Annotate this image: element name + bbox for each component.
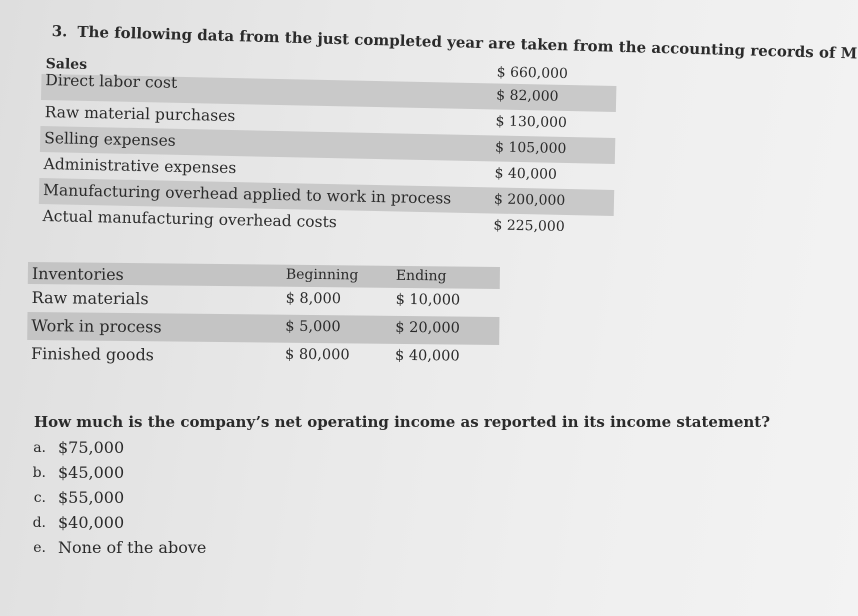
cost-label: Raw material purchases [44, 103, 236, 126]
inventories-table [27, 262, 500, 373]
option-text: $75,000 [58, 438, 125, 457]
option-letter: c. [33, 490, 46, 506]
question-number: 3. [51, 22, 68, 41]
column-header: Beginning [285, 266, 359, 284]
cost-value: $ 660,000 [496, 64, 569, 83]
option-letter: a. [33, 440, 46, 456]
cost-label: Administrative expenses [43, 155, 237, 178]
option-letter: e. [33, 540, 46, 556]
inventory-name: Raw materials [31, 288, 149, 309]
cost-value: $ 200,000 [493, 191, 566, 209]
cost-label: Direct labor cost [45, 71, 178, 92]
inventory-ending: $ 40,000 [394, 347, 460, 365]
cost-label: Manufacturing overhead applied to work in process [42, 181, 452, 208]
cost-value: $ 82,000 [496, 87, 559, 105]
cost-label: Selling expenses [44, 129, 176, 150]
question-intro: The following data from the just completed year are taken from the accounting records of M [77, 22, 858, 63]
option-text: None of the above [58, 538, 207, 557]
option-text: $45,000 [58, 463, 125, 482]
question-prompt: How much is the company’s net operating income as reported in its income statement? [34, 413, 770, 431]
cost-value: $ 130,000 [495, 113, 568, 132]
option-text: $55,000 [58, 488, 125, 507]
option-letter: b. [32, 465, 46, 481]
inventory-row [27, 340, 499, 373]
inventory-name: Finished goods [30, 344, 155, 365]
column-header: Inventories [31, 264, 124, 285]
cost-value: $ 225,000 [493, 217, 565, 235]
inventory-ending: $ 10,000 [395, 291, 461, 309]
option-text: $40,000 [58, 513, 125, 532]
inventory-beginning: $ 8,000 [285, 290, 342, 308]
inventory-beginning: $ 80,000 [284, 346, 350, 364]
cost-value: $ 40,000 [494, 165, 558, 183]
inventory-name: Work in process [31, 316, 162, 337]
cost-value: $ 105,000 [494, 139, 567, 158]
cost-label: Sales [45, 56, 88, 73]
cost-data-table [38, 52, 617, 242]
inventory-beginning: $ 5,000 [285, 318, 341, 336]
option-letter: d. [32, 515, 46, 531]
cost-label: Actual manufacturing overhead costs [42, 207, 337, 232]
inventory-ending: $ 20,000 [395, 319, 460, 337]
column-header: Ending [395, 267, 447, 285]
